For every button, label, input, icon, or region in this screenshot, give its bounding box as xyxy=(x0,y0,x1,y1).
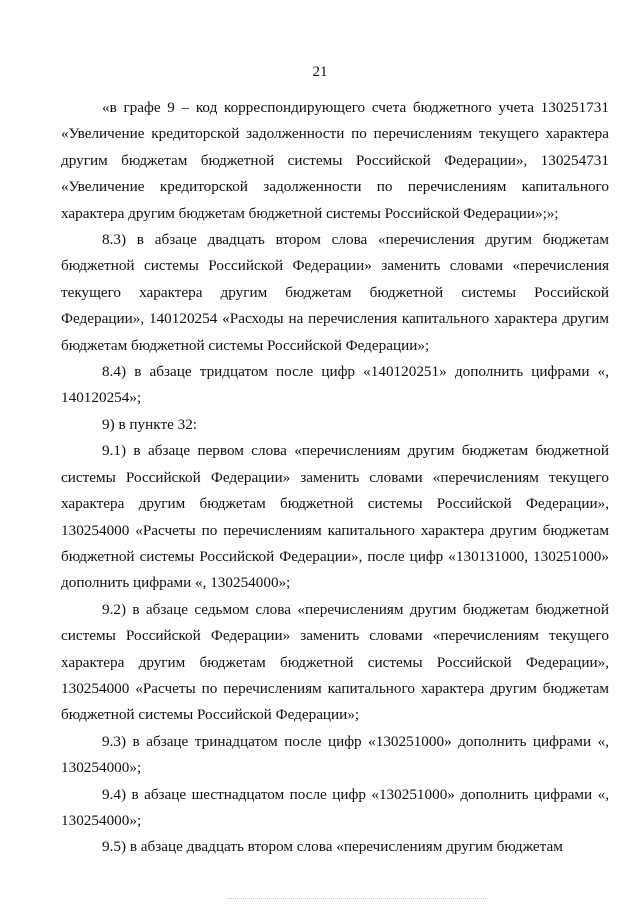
paragraph-9-5: 9.5) в абзаце двадцать втором слова «перечислениям другим бюджетам xyxy=(102,838,563,856)
paragraph-grafa-9: «в графе 9 – код корреспондирующего счета бюджетного учета 130251731 «Увеличение кредиторской задолженности по перечислениям текущего характера другим бюджетам бюджетной системы Российской Федерации», 130254731 «Увеличение кредиторской задолженности по перечислениям капитального характера другим бюджетам бюджетной системы Российской Федерации»;»; xyxy=(61,99,609,222)
paragraph-9-2: 9.2) в абзаце седьмом слова «перечислениям другим бюджетам бюджетной системы Российской Федерации» заменить словами «перечислениям текущего характера другим бюджетам бюджетной системы Российской Федерации», 130254000 «Расчеты по перечислениям капитального характера другим бюджетам бюджетной системы Российской Федерации»; xyxy=(61,600,609,724)
paragraph-9-4: 9.4) в абзаце шестнадцатом после цифр «130251000» дополнить цифрами «, 130254000»; xyxy=(61,785,609,829)
paragraph-9-3: 9.3) в абзаце тринадцатом после цифр «130251000» дополнить цифрами «, 130254000»; xyxy=(61,732,609,777)
paragraph-8-3: 8.3) в абзаце двадцать втором слова «перечисления другим бюджетам бюджетной системы Российской Федерации» заменить словами «перечисления текущего характера другим бюджетам бюджетной системы Российской Федерации», 140120254 «Расходы на перечисления капитального характера другим бюджетам бюджетной системы Российской Федерации»; xyxy=(61,231,609,354)
scan-edge-mark xyxy=(228,898,488,903)
paragraph-9: 9) в пункте 32: xyxy=(102,415,198,433)
document-body xyxy=(61,95,609,861)
paragraph-9-1: 9.1) в абзаце первом слова «перечислениям другим бюджетам бюджетной системы Российской Федерации» заменить словами «перечислениям текущего характера другим бюджетам бюджетной системы Российской Федерации», 130254000 «Расчеты по перечислениям капитального характера другим бюджетам бюджетной системы Российской Федерации», после цифр «130131000, 130251000» дополнить цифрами «, 130254000»; xyxy=(61,442,609,592)
paragraph-8-4: 8.4) в абзаце тридцатом после цифр «140120251» дополнить цифрами «, 140120254»; xyxy=(61,363,609,407)
page-number: 21 xyxy=(312,64,328,80)
